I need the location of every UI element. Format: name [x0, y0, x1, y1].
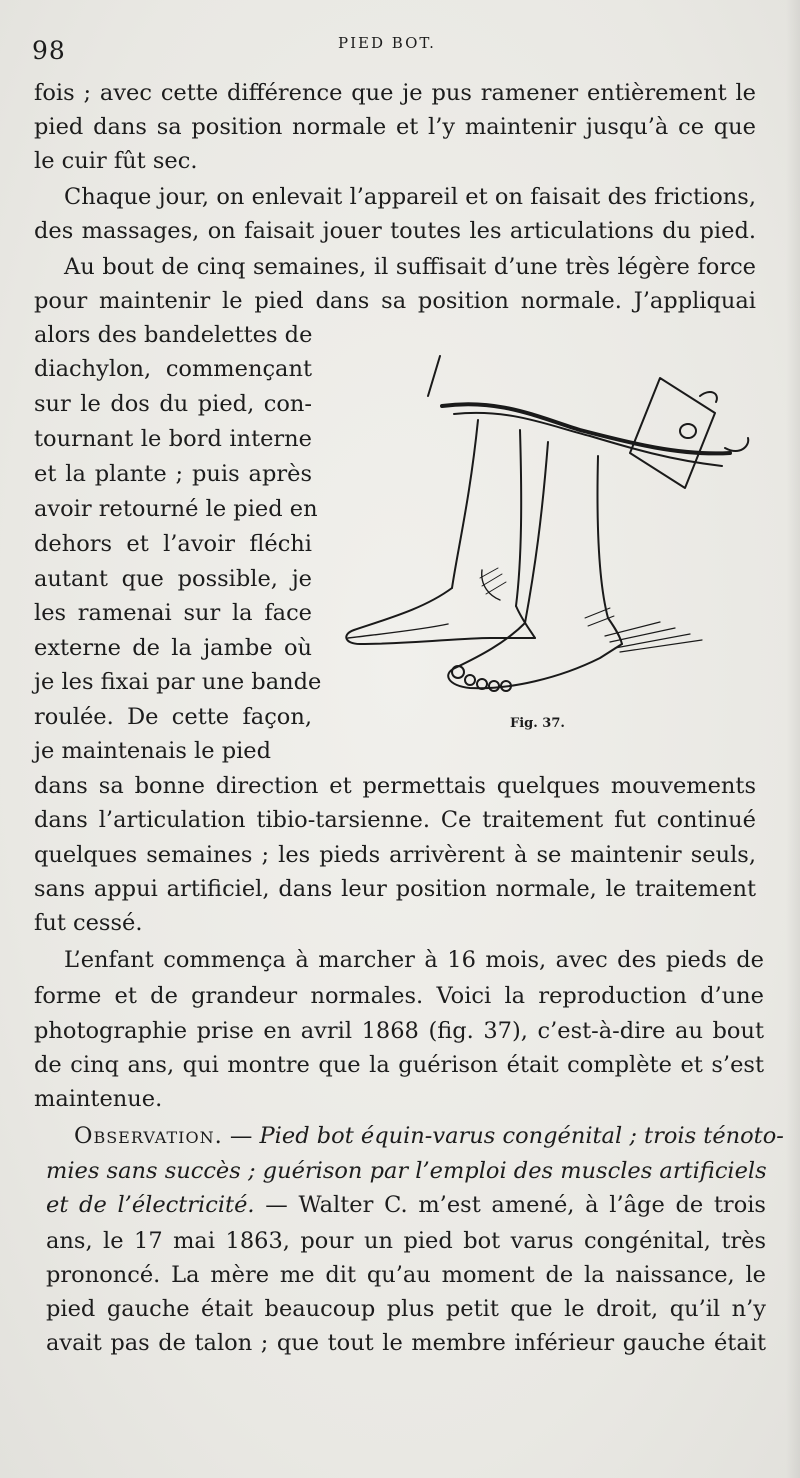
- observation-title-line: mies sans succès ; guérison par l’emploi des muscles artificiels: [46, 1158, 767, 1184]
- observation-title-end: et de l’électricité.: [46, 1192, 255, 1218]
- text-line: quelques semaines ; les pieds arrivèrent à se maintenir seuls,: [34, 842, 756, 868]
- text-line: maintenue.: [34, 1086, 163, 1112]
- text-line: et la plante ; puis après: [34, 461, 312, 487]
- text-line: ans, le 17 mai 1863, pour un pied bot varus congénital, très: [46, 1228, 766, 1254]
- page-edge-shadow: [786, 0, 800, 1478]
- text-line: Au bout de cinq semaines, il suffisait d’une très légère force: [64, 254, 756, 280]
- text-line: Chaque jour, on enlevait l’appareil et on faisait des frictions,: [64, 184, 756, 210]
- text-line: avoir retourné le pied en: [34, 496, 318, 522]
- observation-title: Pied bot équin-varus congénital ; trois ténoto-: [259, 1123, 784, 1149]
- text-line: fois ; avec cette différence que je pus ramener entièrement le: [34, 80, 756, 106]
- text-line: autant que possible, je: [34, 566, 312, 592]
- observation-title-line: [46, 1190, 766, 1220]
- text-line: prononcé. La mère me dit qu’au moment de la naissance, le: [46, 1262, 766, 1288]
- text-line: alors des bandelettes de: [34, 322, 313, 348]
- text-line: dehors et l’avoir fléchi: [34, 531, 312, 557]
- text-line: je maintenais le pied: [34, 738, 272, 764]
- observation-dash: —: [222, 1123, 260, 1149]
- text-line: fut cessé.: [34, 910, 143, 936]
- text-line: je les fixai par une bande: [34, 669, 322, 695]
- text-line: roulée. De cette façon,: [34, 704, 312, 730]
- text-line: dans l’articulation tibio-tarsienne. Ce traitement fut continué: [34, 807, 756, 833]
- text-line: externe de la jambe où: [34, 635, 312, 661]
- text-line: sans appui artificiel, dans leur position normale, le traitement: [34, 876, 756, 902]
- text-line: pied dans sa position normale et l’y maintenir jusqu’à ce que: [34, 114, 756, 140]
- text-line: tournant le bord interne: [34, 426, 312, 452]
- observation-label: Observation.: [74, 1123, 223, 1149]
- text-line: pour maintenir le pied dans sa position normale. J’appliquai: [34, 288, 756, 314]
- observation-heading-line: [74, 1121, 784, 1151]
- text-line: diachylon, commençant: [34, 356, 312, 382]
- text-line: des massages, on faisait jouer toutes les articulations du pied.: [34, 218, 756, 244]
- text-line: les ramenai sur la face: [34, 600, 312, 626]
- figure-caption: Fig. 37.: [510, 716, 565, 731]
- text-line: pied gauche était beaucoup plus petit que le droit, qu’il n’y: [46, 1296, 766, 1322]
- feet-illustration-icon: [330, 338, 760, 718]
- text-line: forme et de grandeur normales. Voici la reproduction d’une: [34, 983, 764, 1009]
- text-line: de cinq ans, qui montre que la guérison était complète et s’est: [34, 1052, 764, 1078]
- page-number: 98: [32, 36, 66, 65]
- text-line: sur le dos du pied, con-: [34, 391, 312, 417]
- text-line: L’enfant commença à marcher à 16 mois, avec des pieds de: [64, 947, 764, 973]
- text-line: avait pas de talon ; que tout le membre inférieur gauche était: [46, 1330, 766, 1356]
- text-line: photographie prise en avril 1868 (fig. 37), c’est-à-dire au bout: [34, 1018, 764, 1044]
- running-title: PIED BOT.: [338, 34, 436, 52]
- text-line: le cuir fût sec.: [34, 148, 198, 174]
- text-line: dans sa bonne direction et permettais quelques mouvements: [34, 773, 756, 799]
- figure-37: [330, 338, 760, 718]
- observation-text-start: — Walter C. m’est amené, à l’âge de trois: [254, 1192, 766, 1218]
